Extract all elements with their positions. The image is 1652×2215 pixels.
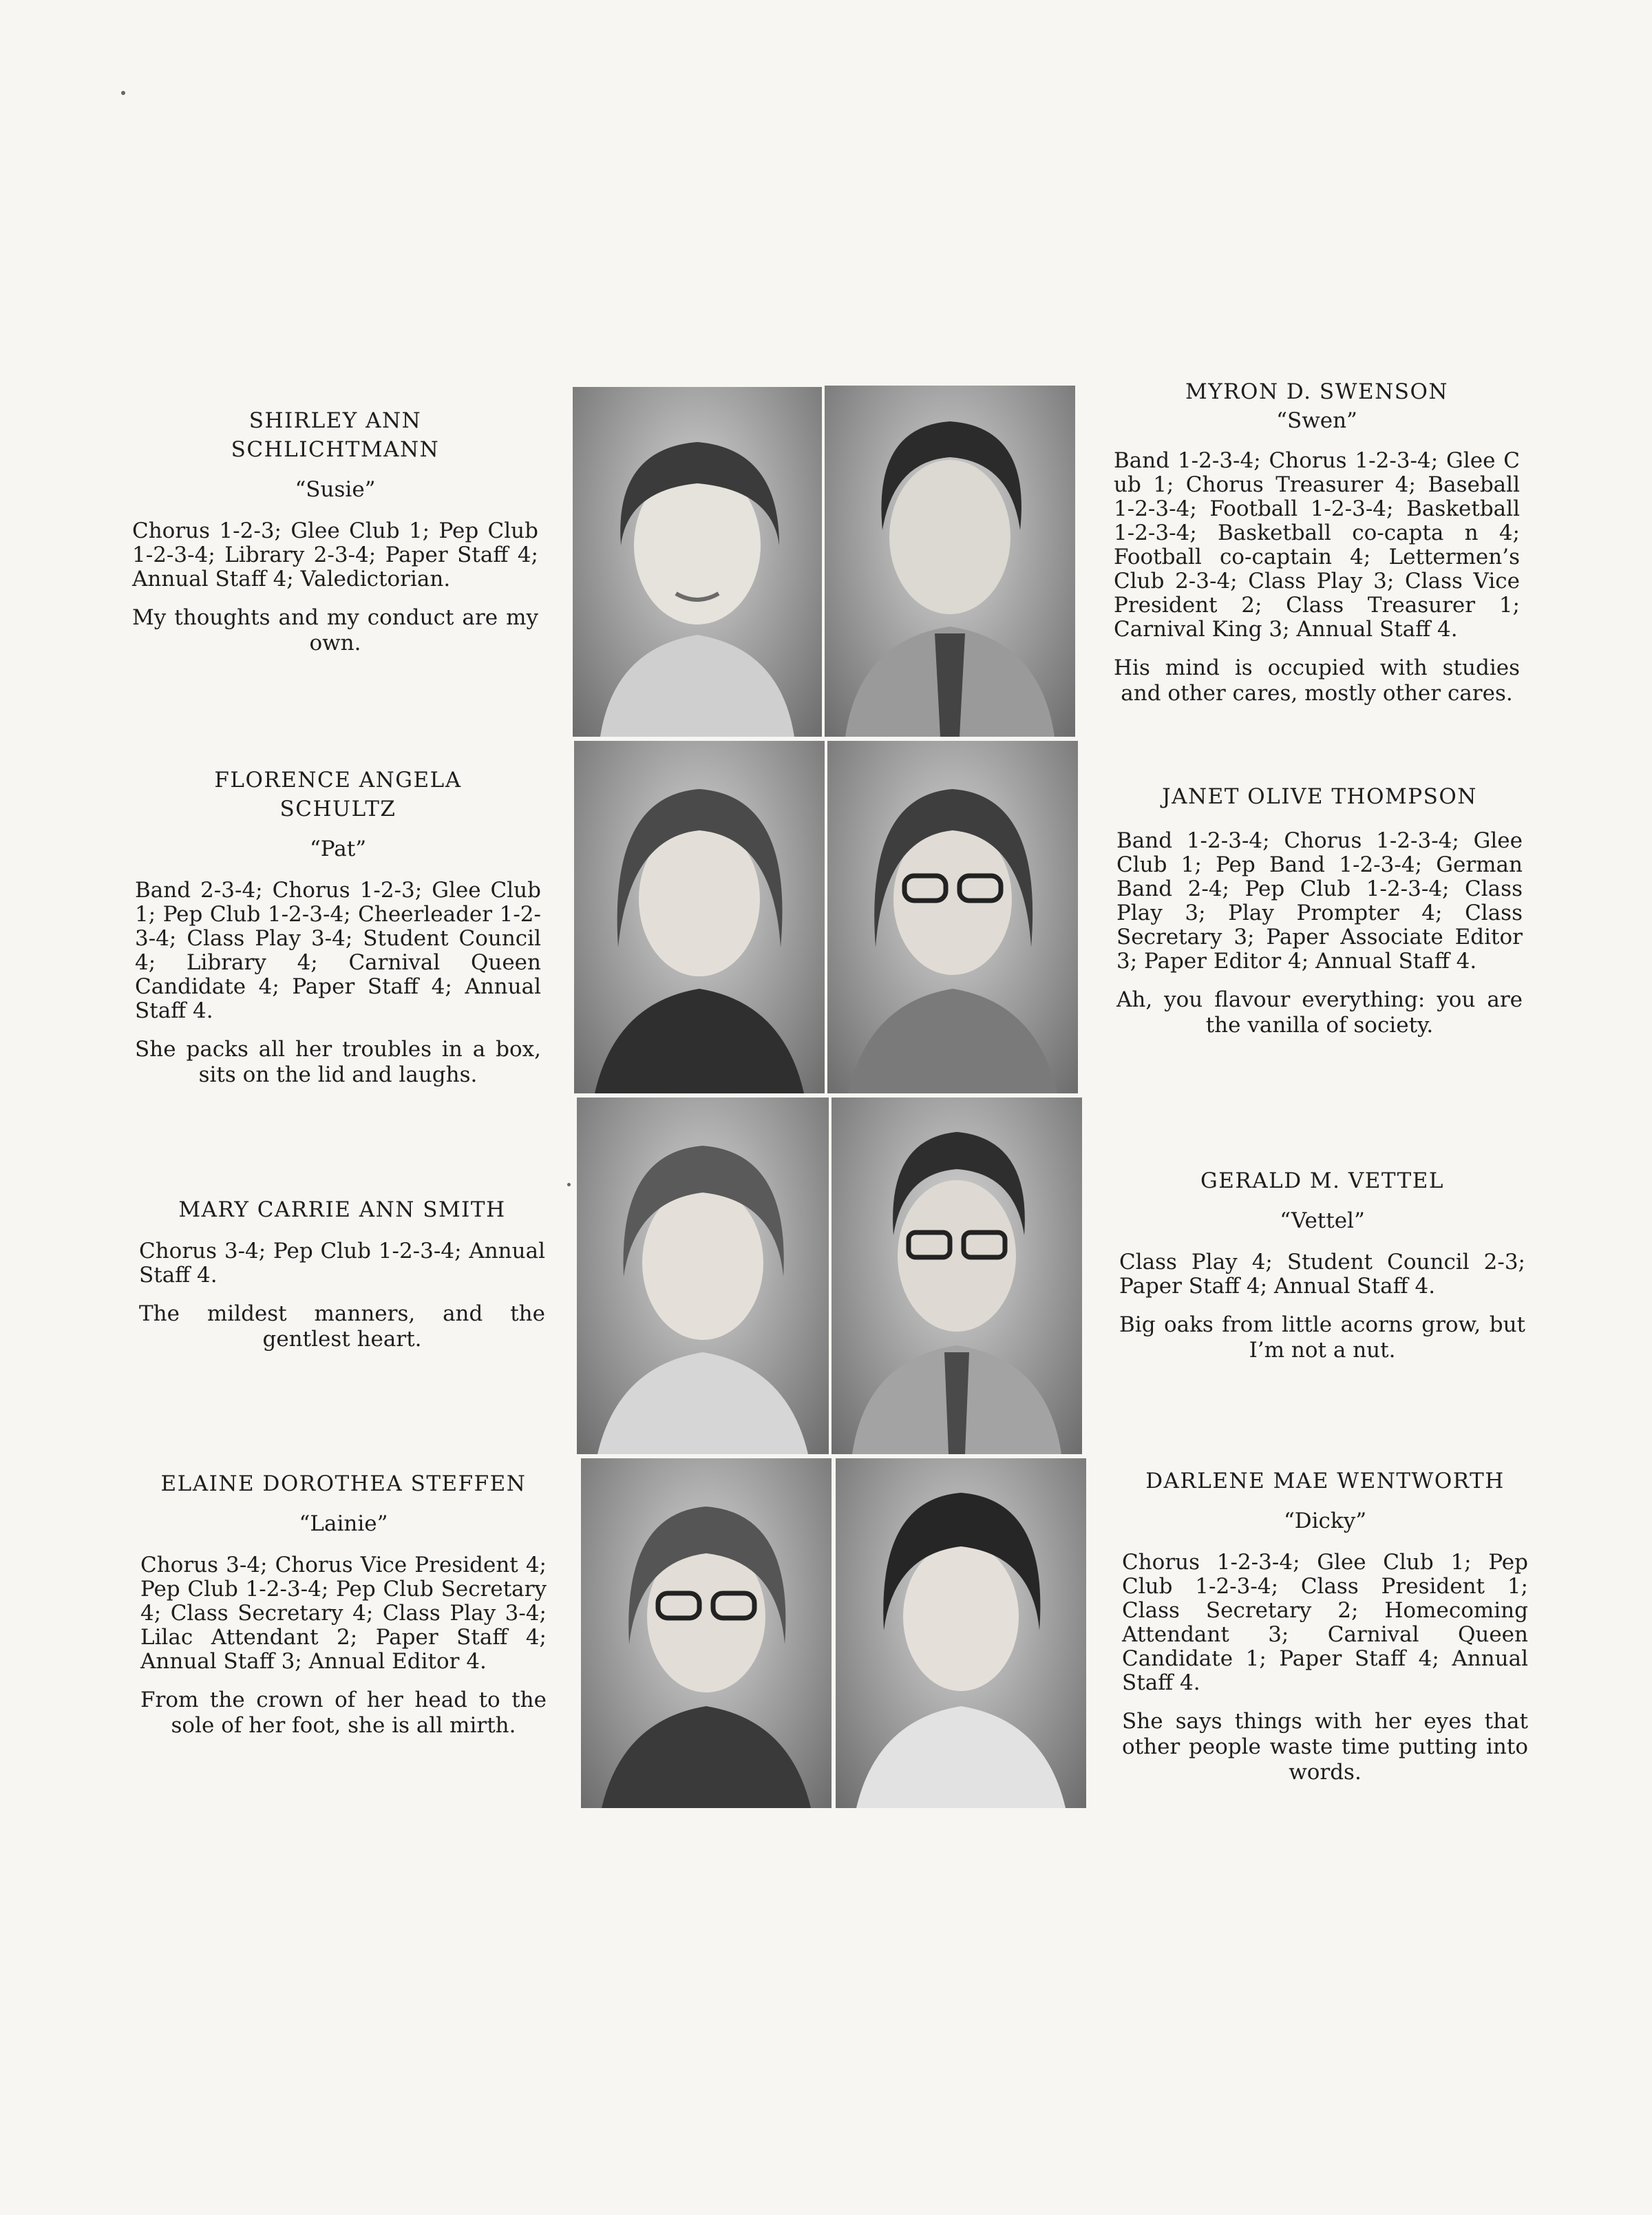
student-quote: She packs all her troubles in a box, sits on the lid and laughs. bbox=[135, 1037, 541, 1087]
student-activities: Chorus 3-4; Pep Club 1-2-3-4; Annual Staff 4. bbox=[139, 1239, 545, 1288]
portrait-photo-smith bbox=[577, 1098, 829, 1454]
student-activities: Class Play 4; Student Council 2-3; Paper Staff 4; Annual Staff 4. bbox=[1119, 1250, 1525, 1299]
student-activities: Band 2-3-4; Chorus 1-2-3; Glee Club 1; Pep Club 1-2-3-4; Cheerleader 1-2-3-4; Class Play 3-4; Student Council 4; Library 4; Carnival Queen Candidate 4; Paper Staff 4; Annual Staff 4. bbox=[135, 878, 541, 1023]
student-nickname: “Dicky” bbox=[1283, 1509, 1367, 1533]
student-entry-vettel bbox=[1119, 1166, 1525, 1363]
student-quote: Ah, you flavour everything: you are the vanilla of society. bbox=[1116, 987, 1523, 1038]
student-entry-schultz bbox=[135, 766, 541, 1088]
portrait-photo-swenson bbox=[825, 386, 1075, 737]
student-quote: His mind is occupied with studies and other cares, mostly other cares. bbox=[1114, 655, 1520, 706]
student-entry-smith bbox=[139, 1195, 545, 1352]
student-name: GERALD M. VETTEL bbox=[1200, 1168, 1445, 1193]
portrait-photo-steffen bbox=[581, 1458, 832, 1808]
portrait-photo-thompson bbox=[827, 741, 1078, 1093]
student-entry-swenson bbox=[1114, 377, 1520, 706]
student-quote: She says things with her eyes that other people waste time putting into words. bbox=[1122, 1709, 1528, 1785]
student-nickname: “Pat” bbox=[309, 837, 367, 861]
portrait-photo-schultz bbox=[574, 741, 825, 1093]
scan-speck bbox=[567, 1183, 571, 1186]
student-quote: The mildest manners, and the gentlest heart. bbox=[139, 1301, 545, 1352]
portrait-photo-vettel bbox=[832, 1098, 1082, 1454]
student-name: ELAINE DOROTHEA STEFFEN bbox=[160, 1471, 527, 1496]
student-name-line2: SCHULTZ bbox=[279, 797, 396, 821]
student-quote: My thoughts and my conduct are my own. bbox=[132, 605, 538, 655]
student-quote: Big oaks from little acorns grow, but I’m not a nut. bbox=[1119, 1312, 1525, 1363]
portrait-photo-schlichtmann bbox=[573, 387, 822, 737]
student-name: JANET OLIVE THOMPSON bbox=[1162, 784, 1477, 809]
student-nickname: “Vettel” bbox=[1280, 1208, 1365, 1233]
student-name: MARY CARRIE ANN SMITH bbox=[178, 1197, 506, 1222]
student-name: SHIRLEY ANN bbox=[248, 408, 422, 433]
student-name: FLORENCE ANGELA bbox=[214, 768, 462, 792]
student-entry-steffen bbox=[140, 1469, 547, 1739]
student-entry-wentworth bbox=[1122, 1467, 1528, 1785]
student-activities: Band 1-2-3-4; Chorus 1-2-3-4; Glee C ub 1; Chorus Treasurer 4; Baseball 1-2-3-4; Football 1-2-3-4; Basketball 1-2-3-4; Basketball co-capta n 4; Football co-captain 4; Lettermen’s Club 2-3-4; Class Play 3; Class Vice President 2; Class Treasurer 1; Carnival King 3; Annual Staff 4. bbox=[1114, 448, 1520, 642]
student-name-line2: SCHLICHTMANN bbox=[231, 437, 440, 462]
scan-speck bbox=[121, 91, 125, 95]
student-activities: Band 1-2-3-4; Chorus 1-2-3-4; Glee Club 1; Pep Band 1-2-3-4; German Band 2-4; Pep Club 1-2-3-4; Class Play 3; Play Prompter 4; Class Secretary 3; Paper Associate Editor 3; Paper Editor 4; Annual Staff 4. bbox=[1116, 828, 1523, 974]
portrait-photo-wentworth bbox=[836, 1458, 1086, 1808]
student-quote: From the crown of her head to the sole of her foot, she is all mirth. bbox=[140, 1688, 547, 1738]
student-name: MYRON D. SWENSON bbox=[1185, 379, 1449, 404]
student-activities: Chorus 1-2-3-4; Glee Club 1; Pep Club 1-2-3-4; Class President 1; Class Secretary 2; Homecoming Attendant 3; Carnival Queen Candidate 1; Paper Staff 4; Annual Staff 4. bbox=[1122, 1550, 1528, 1695]
student-nickname: “Swen” bbox=[1276, 408, 1357, 433]
student-nickname: “Susie” bbox=[295, 477, 376, 502]
student-nickname: “Lainie” bbox=[299, 1511, 388, 1536]
student-activities: Chorus 1-2-3; Glee Club 1; Pep Club 1-2-3-4; Library 2-3-4; Paper Staff 4; Annual Staff 4; Valedictorian. bbox=[132, 518, 538, 591]
student-activities: Chorus 3-4; Chorus Vice President 4; Pep Club 1-2-3-4; Pep Club Secretary 4; Class Secretary 4; Class Play 3-4; Lilac Attendant 2; Paper Staff 4; Annual Staff 3; Annual Editor 4. bbox=[140, 1553, 547, 1674]
student-entry-thompson bbox=[1116, 782, 1523, 1038]
student-entry-schlichtmann bbox=[132, 406, 538, 656]
student-name: DARLENE MAE WENTWORTH bbox=[1145, 1469, 1505, 1493]
